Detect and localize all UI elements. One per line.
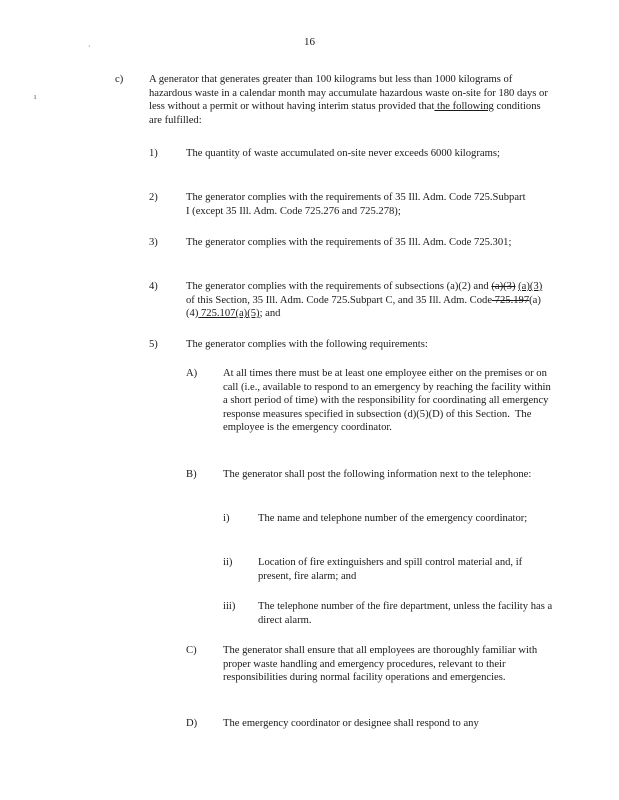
section-c-text-after: conditions are fulfilled: bbox=[149, 101, 544, 126]
item-4-inserted-2: 725.107(a)(5) bbox=[198, 308, 260, 320]
item-4-deleted-1: (a)(3) bbox=[491, 281, 516, 292]
item-4-text-part3: of this Section, 35 Ill. Adm. Code 725.Subpart C, and 35 Ill. Adm. Code bbox=[186, 281, 545, 306]
margin-mark-top: · bbox=[88, 42, 91, 51]
sub-b-label: B) bbox=[186, 469, 197, 480]
subsub-ii-label: ii) bbox=[223, 557, 233, 568]
item-1-text: The quantity of waste accumulated on-site never exceeds 6000 kilograms; bbox=[186, 148, 500, 159]
item-4-deleted-2: 725.197 bbox=[492, 294, 530, 306]
item-5-label: 5) bbox=[149, 339, 158, 350]
section-c-label: c) bbox=[115, 74, 124, 85]
item-5-text: The generator complies with the following requirements: bbox=[186, 339, 428, 350]
sub-c-text: The generator shall ensure that all employees are thoroughly familiar with proper waste handling and emergency procedures, relevant to their responsibilities during normal facility operations and emergencies. bbox=[223, 645, 540, 684]
sub-b-text: The generator shall post the following information next to the telephone: bbox=[223, 469, 532, 480]
subsub-iii-label: iii) bbox=[223, 601, 236, 612]
section-c-text bbox=[149, 73, 549, 127]
item-3-text: The generator complies with the requirements of 35 Ill. Adm. Code 725.301; bbox=[186, 237, 512, 248]
subsub-iii-text: The telephone number of the fire department, unless the facility has a direct alarm. bbox=[258, 601, 555, 626]
page-number: 16 bbox=[304, 36, 315, 48]
subsub-i-label: i) bbox=[223, 513, 230, 524]
item-2-label: 2) bbox=[149, 192, 158, 203]
item-4-text-part4: (a)(4) bbox=[186, 294, 541, 320]
sub-c-label: C) bbox=[186, 645, 197, 656]
subsub-i-text: The name and telephone number of the emergency coordinator; bbox=[258, 513, 528, 524]
margin-mark-side: ı bbox=[34, 92, 37, 101]
sub-d-label: D) bbox=[186, 718, 198, 729]
item-4-text-part5: ; and bbox=[259, 308, 281, 320]
item-3-label: 3) bbox=[149, 237, 158, 248]
sub-a-label: A) bbox=[186, 368, 198, 379]
item-1-label: 1) bbox=[149, 148, 158, 159]
item-4-inserted-1: (a)(3) bbox=[518, 281, 543, 292]
section-c-text-before: A generator that generates greater than 100 kilograms but less than 1000 kilograms of hazardous waste in a calendar month may accumulate hazardous waste on-site for 180 days or less without a permit or without having interim status provided that bbox=[149, 74, 551, 113]
sub-d-text: The emergency coordinator or designee shall respond to any bbox=[223, 718, 479, 729]
item-2-text: The generator complies with the requirements of 35 Ill. Adm. Code 725.Subpart I (except 35 Ill. Adm. Code 725.276 and 725.278); bbox=[186, 192, 529, 217]
sub-a-text: At all times there must be at least one employee either on the premises or on call (i.e., available to respond to an emergency by reaching the facility within a short period of time) with the responsibility for coordinating all emergency response measures specified in subsection (d)(5)(D) of this Section. The employee is the emergency coordinator. bbox=[223, 368, 554, 434]
item-4-text bbox=[186, 280, 546, 321]
section-c-inserted: the following bbox=[434, 101, 494, 113]
subsub-ii-text: Location of fire extinguishers and spill control material and, if present, fire alarm; and bbox=[258, 557, 525, 582]
item-4-label: 4) bbox=[149, 281, 158, 292]
item-4-text-part1: The generator complies with the requirements of subsections (a)(2) and bbox=[186, 281, 492, 292]
